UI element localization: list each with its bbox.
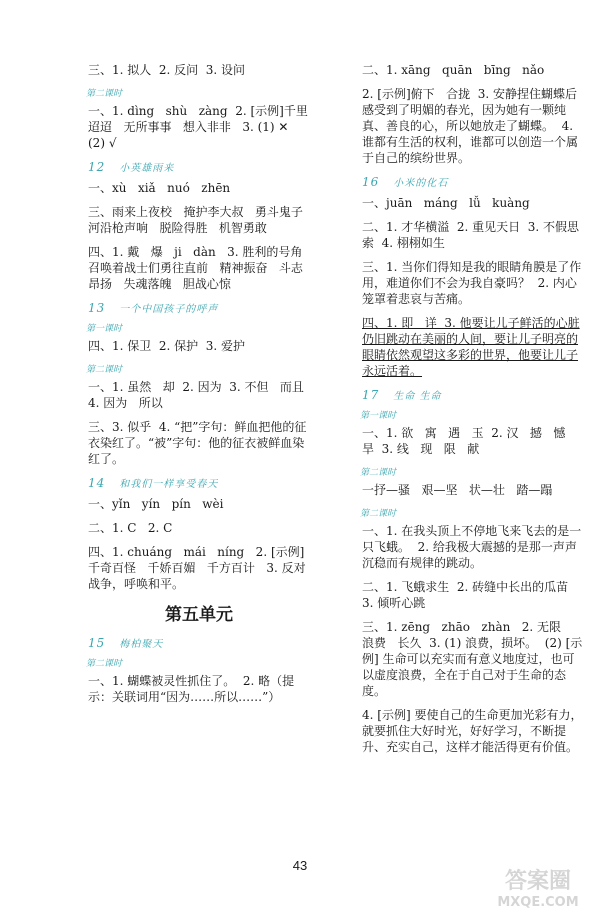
section-heading (88, 635, 310, 650)
section-title: 一个中国孩子的呼声 (119, 304, 219, 315)
lesson-label: 第二课时 (86, 659, 123, 669)
answer-line: 一、1. dìng shù zàng 2. [示例]千里迢迢 无所事事 想入非非 3. (1) ✕ (2) √ (88, 104, 308, 150)
left-column (86, 62, 316, 713)
lesson-label: 第一课时 (360, 411, 397, 421)
watermark-logo (480, 864, 596, 912)
section-title: 梅柏聚天 (119, 639, 164, 650)
lesson-label: 第二课时 (360, 509, 397, 519)
page-number: 43 (292, 858, 308, 873)
lesson-label: 第二课时 (86, 89, 123, 99)
answer-line: 四、1. 即 详 3. 他要让儿子鲜活的心脏仍旧跳动在美丽的人间，要让儿子明亮的眼睛依然观望这多彩的世界，他要让儿子永远活着。 (362, 316, 580, 378)
answer-line: 三、1. 当你们得知是我的眼睛角膜是了作用，难道你们不会为我自豪吗？ 2. 内心笼罩着悲哀与苦痛。 (362, 260, 582, 306)
section-title: 小英雄雨来 (119, 163, 175, 174)
answer-line: 三、雨来上夜校 掩护李大叔 勇斗鬼子 河沿枪声响 脱险得胜 机智勇敢 (88, 205, 315, 235)
answer-line: 一、1. 虽然 却 2. 因为 3. 不但 而且 4. 因为 所以 (88, 380, 316, 410)
answer-line: 四、1. 保卫 2. 保护 3. 爱护 (88, 339, 246, 353)
answer-line: 二、1. 才华横溢 2. 重见天日 3. 不假思索 4. 栩栩如生 (362, 220, 580, 250)
answer-line: 三、1. zēng zhāo zhàn 2. 无限 浪费 长久 3. (1) 浪费，损坏。 (2) [示例] 生命可以充实而有意义地度过，也可以虚度浪费，全在于自己对于生命的态度。 (362, 620, 583, 698)
answer-line: 一、juān máng lǚ kuàng (362, 196, 530, 210)
answer-line: 2. [示例]俯下 合拢 3. 安静捏住蝴蝶后感受到了明媚的春光，因为她有一颗纯真、善良的心，所以她放走了蝴蝶。 4. 谁都有生活的权利，谁都可以创造一个属于自己的缤纷世界。 (362, 87, 579, 165)
answer-line: 一、1. 蝴蝶被灵性抓住了。 2. 略（提示：关联词用“因为……所以……”） (88, 674, 295, 704)
answer-line: 一抒—骚 艰—坚 状—壮 踏—蹋 (362, 483, 553, 497)
lesson-label: 第二课时 (360, 468, 397, 478)
answer-line: 二、1. xāng quān bīng nǎo (362, 63, 545, 77)
section-title: 小米的化石 (393, 178, 449, 189)
lesson-label: 第二课时 (86, 365, 123, 375)
lesson-label: 第一课时 (86, 324, 123, 334)
section-heading (362, 387, 584, 402)
section-number: 16 (362, 175, 380, 189)
answer-line: 三、1. 拟人 2. 反问 3. 设问 (88, 63, 246, 77)
answer-line: 二、1. C 2. C (88, 521, 173, 535)
answer-line: 一、1. 欲 寓 遇 玉 2. 汉 撼 憾 旱 3. 线 现 限 献 (362, 426, 577, 456)
answer-line: 二、1. 飞蛾求生 2. 砖缝中长出的瓜苗 3. 倾听心跳 (362, 580, 576, 610)
watermark-line1: 答案圈 (504, 869, 572, 894)
section-heading (88, 159, 310, 174)
section-number: 13 (88, 301, 106, 315)
section-heading (88, 475, 310, 490)
answer-line: 一、xù xiǎ nuó zhēn (88, 181, 231, 195)
section-title: 生命 生命 (393, 391, 442, 402)
answer-line: 一、yǐn yín pín wèi (88, 497, 224, 511)
unit-heading: 第五单元 (165, 605, 233, 625)
section-number: 12 (88, 160, 106, 174)
right-column (362, 62, 584, 763)
answer-line: 三、3. 似乎 4. “把”字句：鲜血把他的征衣染红了。“被”字句：他的征衣被鲜血染红了。 (88, 420, 307, 466)
answer-line: 四、1. chuáng mái níng 2. [示例]千奇百怪 千娇百媚 千方百计 3. 反对战争，呼唤和平。 (88, 545, 306, 591)
section-number: 15 (88, 636, 106, 650)
section-title: 和我们一样享受春天 (119, 479, 219, 490)
watermark-line2: MXQE.COM (497, 895, 579, 910)
answer-line: 一、1. 在我头顶上不停地飞来飞去的是一只飞蛾。 2. 给我极大震撼的是那一声声沉稳而有规律的跳动。 (362, 524, 582, 570)
answer-line: 四、1. 戴 爆 ji dàn 3. 胜利的号角召唤着战士们勇往直前 精神振奋 斗志昂扬 失魂落魄 胆战心惊 (88, 245, 303, 291)
section-heading (88, 300, 310, 315)
section-number: 14 (88, 476, 106, 490)
answer-line: 4. [示例] 要使自己的生命更加光彩有力，就要抓住大好时光，好好学习，不断提升、充实自己，这样才能活得更有价值。 (362, 708, 583, 754)
section-number: 17 (362, 388, 380, 402)
section-heading (362, 174, 584, 189)
